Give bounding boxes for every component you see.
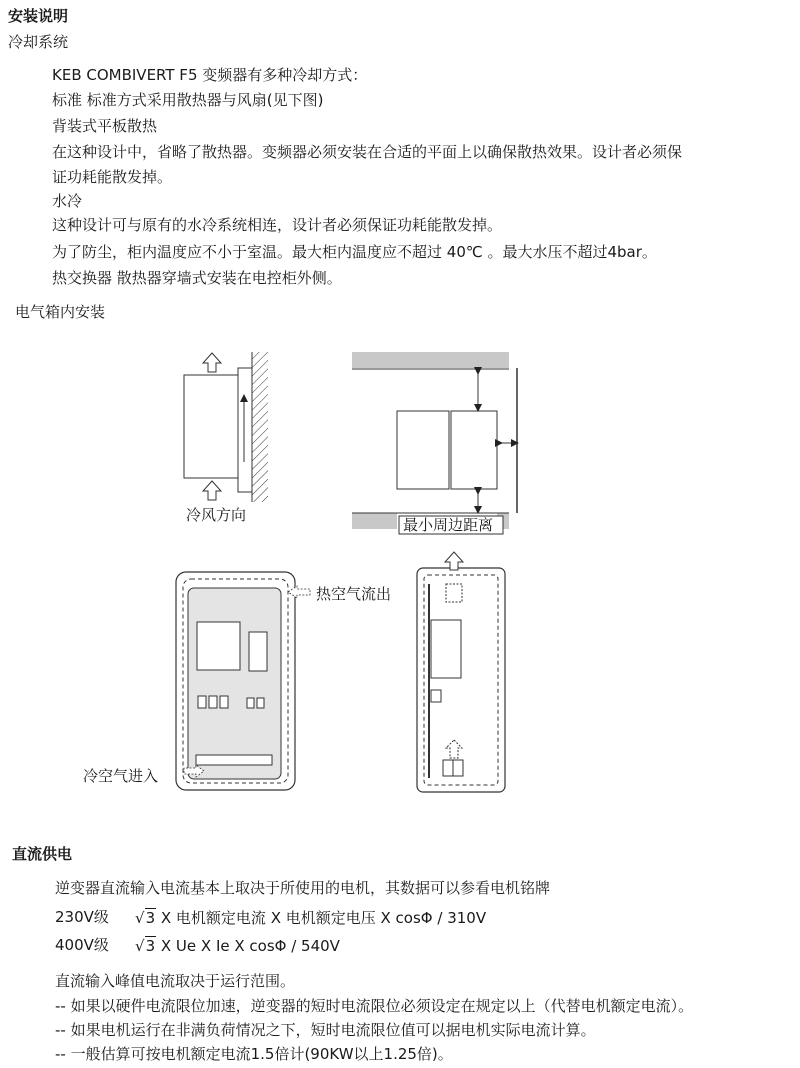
heat-exchanger-text: 热交换器 散热器穿墙式安装在电控柜外侧。 xyxy=(52,269,342,287)
dc-intro: 逆变器直流输入电流基本上取决于所使用的电机，其数据可以参看电机铭牌 xyxy=(55,879,551,897)
hot-air-out-label: 热空气流出 xyxy=(316,585,392,603)
clearance-view xyxy=(352,352,517,534)
formula-400-label: 400V级 xyxy=(55,936,109,954)
cabinet-side-view xyxy=(417,552,505,792)
section-title-dc-supply: 直流供电 xyxy=(12,845,73,863)
backmount-text-1: 在这种设计中，省略了散热器。变频器必须安装在合适的平面上以确保散热效果。设计者必须保 xyxy=(52,143,683,161)
intro-line: KEB COMBIVERT F5 变频器有多种冷却方式： xyxy=(52,66,368,84)
watercool-text: 这种设计可与原有的水冷系统相连，设计者必须保证功耗能散发掉。 xyxy=(52,216,503,234)
cold-air-in-label: 冷空气进入 xyxy=(83,767,159,785)
airflow-out-arrow-icon xyxy=(203,353,221,372)
standard-line: 标准 标准方式采用散热器与风扇(见下图) xyxy=(52,91,324,109)
airflow-direction-label: 冷风方向 xyxy=(186,506,247,524)
dust-text: 为了防尘，柜内温度应不小于室温。最大柜内温度应不超过 40℃ 。最大水压不超过4bar。 xyxy=(52,243,657,261)
subtitle-cooling-system: 冷却系统 xyxy=(8,33,69,51)
cabinet-front-view xyxy=(176,572,310,790)
sqrt-symbol: √3 xyxy=(135,909,156,927)
airflow-side-view xyxy=(184,352,268,502)
airflow-in-arrow-icon xyxy=(203,481,221,500)
cabinet-install-heading: 电气箱内安装 xyxy=(15,303,106,321)
formula-230-label: 230V级 xyxy=(55,908,109,926)
backmount-text-2: 证功耗能散发掉。 xyxy=(52,168,173,186)
watercool-heading: 水冷 xyxy=(52,192,83,210)
backmount-heading: 背装式平板散热 xyxy=(52,117,158,135)
formula-400: √3 X Ue X Ie X cosΦ / 540V xyxy=(135,937,340,955)
sqrt-symbol: √3 xyxy=(135,937,156,955)
side-hot-air-out-icon xyxy=(445,552,463,570)
note-1: -- 如果以硬件电流限位加速，逆变器的短时电流限位必须设定在规定以上（代替电机额定电流）。 xyxy=(55,997,694,1015)
note-2: -- 如果电机运行在非满负荷情况之下，短时电流限位值可以据电机实际电流计算。 xyxy=(55,1021,596,1039)
section-title-installation: 安装说明 xyxy=(8,7,69,25)
note-3: -- 一般估算可按电机额定电流1.5倍计(90KW以上1.25倍)。 xyxy=(55,1045,453,1063)
peak-current-intro: 直流输入峰值电流取决于运行范围。 xyxy=(55,972,296,990)
formula-230: √3 X 电机额定电流 X 电机额定电压 X cosΦ / 310V xyxy=(135,909,487,927)
min-clearance-label: 最小周边距离 xyxy=(403,516,494,534)
